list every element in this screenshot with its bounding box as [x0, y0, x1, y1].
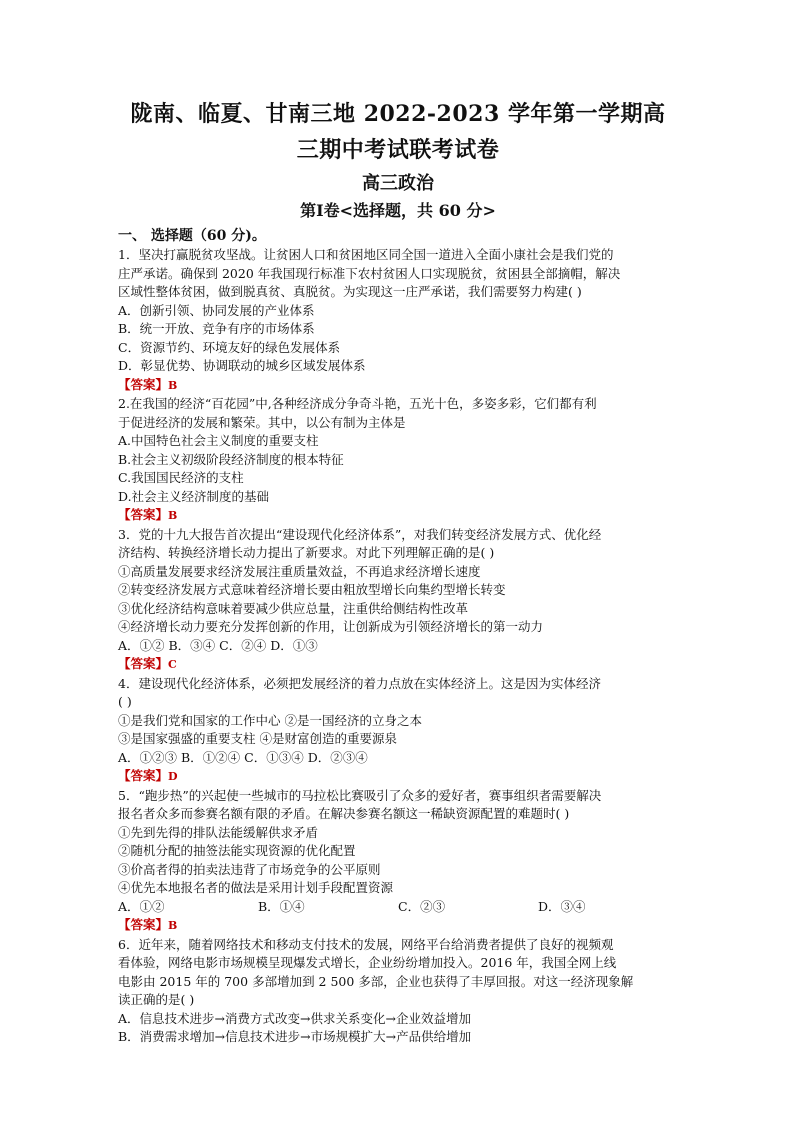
option-c: C．②③: [398, 898, 446, 914]
answer-value: B: [168, 509, 178, 522]
statements-line: ③是国家强盛的重要支柱 ④是财富创造的重要源泉: [118, 731, 397, 746]
question-line: 区域性整体贫困，做到脱真贫、真脱贫。为实现这一庄严承诺，我们需要努力构建( ): [118, 284, 582, 299]
option-a: A．①②: [118, 898, 165, 914]
option-d: D.社会主义经济制度的基础: [118, 488, 270, 504]
exam-page: [118, 96, 678, 1047]
statement-2: ②随机分配的抽签法能实现资源的优化配置: [118, 843, 356, 858]
question-line: 看体验，网络电影市场规模呈现爆发式增长，企业纷纷增加投入。2016 年，我国全网上线: [118, 955, 617, 970]
question-line: 于促进经济的发展和繁荣。其中，以公有制为主体是: [118, 414, 406, 430]
option-b: B．消费需求增加→信息技术进步→市场规模扩大→产品供给增加: [118, 1029, 472, 1044]
part-title: 第Ⅰ卷<选择题，共 60 分>: [300, 201, 496, 220]
answer-line: [118, 376, 678, 396]
question-3: [118, 526, 678, 675]
option-a: A.中国特色社会主义制度的重要支柱: [118, 433, 319, 448]
question-line: 3．党的十九大报告首次提出“建设现代化经济体系”，对我们转变经济发展方式、优化经: [118, 526, 602, 542]
question-line: 5．“跑步热”的兴起使一些城市的马拉松比赛吸引了众多的爱好者，赛事组织者需要解决: [118, 787, 602, 803]
options-line: A．①②③ B．①②④ C．①③④ D．②③④: [118, 749, 368, 765]
answer-line: [118, 767, 678, 787]
question-6: [118, 936, 678, 1047]
question-line: ( ): [118, 694, 132, 709]
option-b: B.社会主义初级阶段经济制度的根本特征: [118, 451, 344, 467]
answer-tag: 【答案】: [118, 917, 169, 932]
subject-title: 高三政治: [362, 173, 434, 194]
option-b: B．统一开放、竞争有序的市场体系: [118, 321, 315, 336]
option-d: D．彰显优势、协调联动的城乡区域发展体系: [118, 358, 366, 373]
option-d: D．③④: [538, 898, 586, 914]
answer-line: [118, 916, 678, 936]
question-line: 2.在我国的经济“百花园”中,各种经济成分争奇斗艳，五光十色，多姿多彩，它们都有利: [118, 396, 597, 411]
question-line: 庄严承诺。确保到 2020 年我国现行标准下农村贫困人口实现脱贫，贫困县全部摘帽，解决: [118, 265, 621, 281]
question-4: [118, 675, 678, 787]
answer-value: B: [168, 919, 178, 932]
options-line: [118, 898, 678, 917]
option-c: C．资源节约、环境友好的绿色发展体系: [118, 339, 341, 355]
section-heading: 一、 选择题（60 分)。: [118, 228, 266, 244]
question-line: 电影由 2015 年的 700 多部增加到 2 500 多部，企业也获得了丰厚回报。对这一经济现象解: [118, 973, 634, 989]
option-b: B．①④: [258, 898, 305, 914]
question-line: 6．近年来，随着网络技术和移动支付技术的发展，网络平台给消费者提供了良好的视频观: [118, 936, 614, 952]
question-line: 报名者众多而参赛名额有限的矛盾。在解决参赛名额这一稀缺资源配置的难题时( ): [118, 806, 570, 821]
option-c: C.我国国民经济的支柱: [118, 470, 244, 485]
answer-tag: 【答案】: [118, 507, 169, 522]
option-a: A．信息技术进步→消费方式改变→供求关系变化→企业效益增加: [118, 1010, 471, 1026]
statement-4: ④经济增长动力要充分发挥创新的作用，让创新成为引领经济增长的第一动力: [118, 619, 544, 634]
question-line: 1．坚决打赢脱贫攻坚战。让贫困人口和贫困地区同全国一道进入全面小康社会是我们党的: [118, 247, 614, 262]
option-a: A．创新引领、协同发展的产业体系: [118, 302, 315, 318]
statement-4: ④优先本地报名者的做法是采用计划手段配置资源: [118, 880, 394, 895]
exam-title-line-2: 三期中考试联考试卷: [296, 137, 500, 163]
question-5: [118, 787, 678, 936]
question-line: 4．建设现代化经济体系，必须把发展经济的着力点放在实体经济上。这是因为实体经济: [118, 675, 601, 691]
statements-line: ①是我们党和国家的工作中心 ②是一国经济的立身之本: [118, 712, 422, 728]
answer-value: B: [168, 378, 178, 392]
answer-tag: 【答案】: [118, 376, 169, 392]
statement-3: ③价高者得的拍卖法违背了市场竞争的公平原则: [118, 861, 381, 877]
question-line: 济结构、转换经济增长动力提出了新要求。对此下列理解正确的是( ): [118, 545, 495, 560]
answer-line: [118, 506, 678, 526]
exam-title-line-1: 陇南、临夏、甘南三地 2022-2023 学年第一学期高: [130, 101, 666, 127]
question-1: [118, 246, 678, 395]
answer-line: [118, 655, 678, 675]
question-2: [118, 395, 678, 526]
answer-tag: 【答案】: [118, 768, 169, 783]
question-line: 读正确的是( ): [118, 992, 195, 1007]
statement-1: ①先到先得的排队法能缓解供求矛盾: [118, 824, 319, 840]
answer-value: D: [168, 770, 178, 783]
statement-2: ②转变经济发展方式意味着经济增长要由粗放型增长向集约型增长转变: [118, 582, 506, 597]
answer-value: C: [168, 658, 177, 671]
statement-3: ③优化经济结构意味着要减少供应总量，注重供给侧结构性改革: [118, 600, 469, 616]
options-line: A．①② B．③④ C．②④ D．①③: [118, 637, 318, 653]
answer-tag: 【答案】: [118, 656, 169, 671]
statement-1: ①高质量发展要求经济发展注重质量效益，不再追求经济增长速度: [118, 563, 481, 579]
